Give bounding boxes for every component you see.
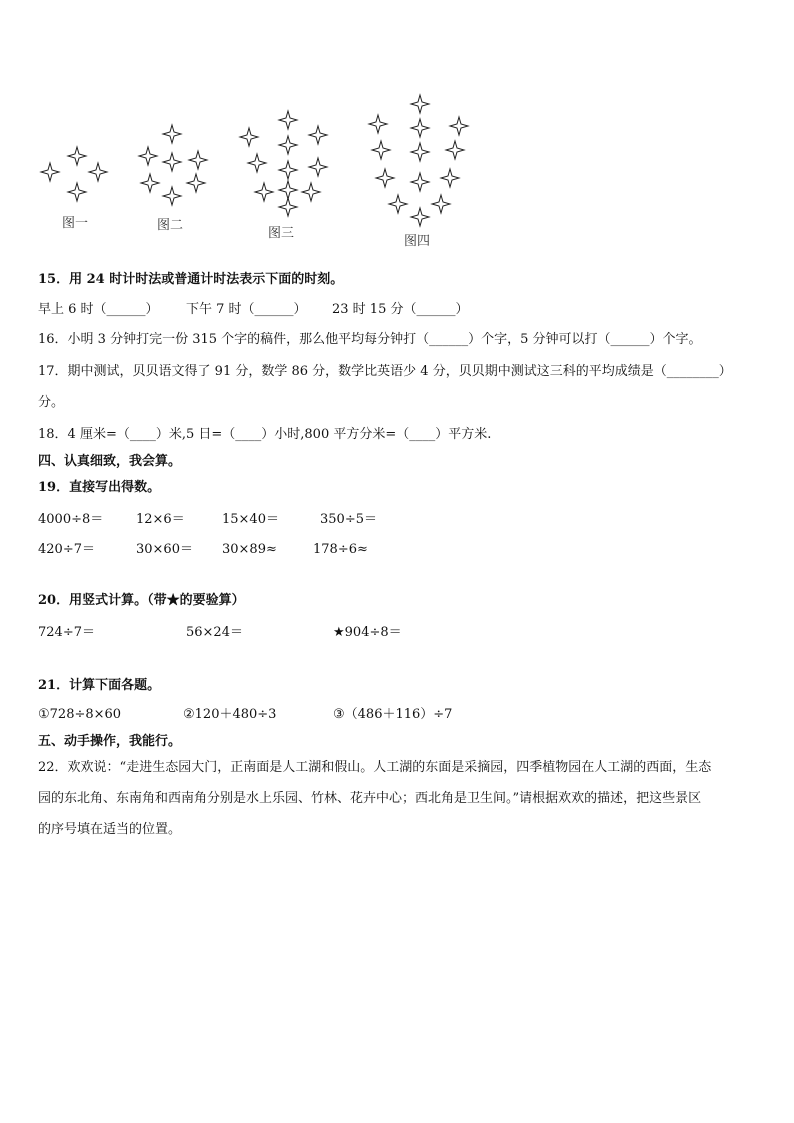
question-16: 16．小明 3 分钟打完一份 315 个字的稿件，那么他平均每分钟打（______）个字，5 分钟可以打（______）个字。: [38, 332, 702, 347]
figure-2-caption: 图二: [157, 218, 184, 233]
star: [163, 125, 181, 143]
question-15-item-3: 23 时 15 分（______）: [332, 302, 469, 317]
star: [279, 161, 297, 179]
star: [446, 141, 464, 159]
star: [309, 158, 327, 176]
star: [372, 141, 390, 159]
q20-item-3: ★904÷8＝: [333, 625, 402, 640]
question-17-line-1: 17．期中测试，贝贝语文得了 91 分，数学 86 分，数学比英语少 4 分，贝贝期中测试这三科的平均成绩是（________）: [38, 364, 732, 379]
q20-item-2: 56×24＝: [186, 625, 243, 640]
question-22-line-3: 的序号填在适当的位置。: [38, 822, 182, 837]
star: [68, 183, 86, 201]
q21-item-1: ①728÷8×60: [38, 707, 122, 722]
question-19-title: 19．直接写出得数。: [38, 480, 161, 495]
star: [240, 128, 258, 146]
section-4-heading: 四、认真细致，我会算。: [38, 454, 182, 469]
figure-1-caption: 图一: [62, 216, 89, 231]
question-15-item-1: 早上 6 时（______）: [38, 302, 159, 317]
q19-r2-c1: 420÷7＝: [38, 542, 95, 557]
figure-4-stars: [369, 95, 468, 226]
question-15-title: 15．用 24 时计时法或普通计时法表示下面的时刻。: [38, 272, 344, 287]
q21-item-2: ②120＋480÷3: [183, 707, 277, 722]
section-5-heading: 五、动手操作，我能行。: [38, 734, 182, 749]
star: [255, 183, 273, 201]
q19-r1-c1: 4000÷8＝: [38, 512, 104, 527]
star: [279, 111, 297, 129]
q19-r2-c2: 30×60＝: [136, 542, 193, 557]
star: [141, 174, 159, 192]
q19-r2-c4: 178÷6≈: [313, 542, 368, 557]
star: [279, 136, 297, 154]
q21-item-3: ③（486＋116）÷7: [333, 707, 453, 722]
star-figures-svg: [0, 0, 794, 260]
question-20-title: 20．用竖式计算。（带★的要验算）: [38, 593, 245, 608]
star: [309, 126, 327, 144]
q19-r1-c2: 12×6＝: [136, 512, 185, 527]
question-22-line-1: 22．欢欢说：“走进生态园大门，正南面是人工湖和假山。人工湖的东面是采摘园，四季植物园在人工湖的西面，生态: [38, 760, 712, 775]
star: [432, 195, 450, 213]
figure-3-stars: [240, 111, 327, 216]
figure-3-caption: 图三: [268, 226, 295, 241]
star: [411, 95, 429, 113]
q19-r2-c3: 30×89≈: [222, 542, 277, 557]
figure-2-stars: [139, 125, 207, 205]
star: [411, 119, 429, 137]
star: [411, 143, 429, 161]
star: [389, 195, 407, 213]
q20-item-1: 724÷7＝: [38, 625, 95, 640]
question-15-item-2: 下午 7 时（______）: [186, 302, 307, 317]
q19-r1-c3: 15×40＝: [222, 512, 279, 527]
star: [68, 147, 86, 165]
question-21-title: 21．计算下面各题。: [38, 678, 161, 693]
star: [302, 183, 320, 201]
star: [369, 115, 387, 133]
star: [411, 208, 429, 226]
star: [163, 187, 181, 205]
star: [189, 151, 207, 169]
star: [187, 174, 205, 192]
question-18: 18．4 厘米=（____）米,5 日=（____）小时,800 平方分米=（____）平方米.: [38, 427, 492, 442]
q19-r1-c4: 350÷5＝: [320, 512, 377, 527]
star: [248, 154, 266, 172]
star: [450, 117, 468, 135]
star: [376, 169, 394, 187]
star: [279, 198, 297, 216]
star: [89, 163, 107, 181]
star-figures: [0, 0, 794, 260]
star: [163, 153, 181, 171]
star: [139, 147, 157, 165]
question-17-line-2: 分。: [38, 395, 65, 410]
question-22-line-2: 园的东北角、东南角和西南角分别是水上乐园、竹林、花卉中心；西北角是卫生间。”请根据欢欢的描述，把这些景区: [38, 791, 702, 806]
star: [411, 173, 429, 191]
figure-1-stars: [41, 147, 107, 201]
star: [441, 169, 459, 187]
figure-4-caption: 图四: [404, 234, 431, 249]
star: [41, 163, 59, 181]
